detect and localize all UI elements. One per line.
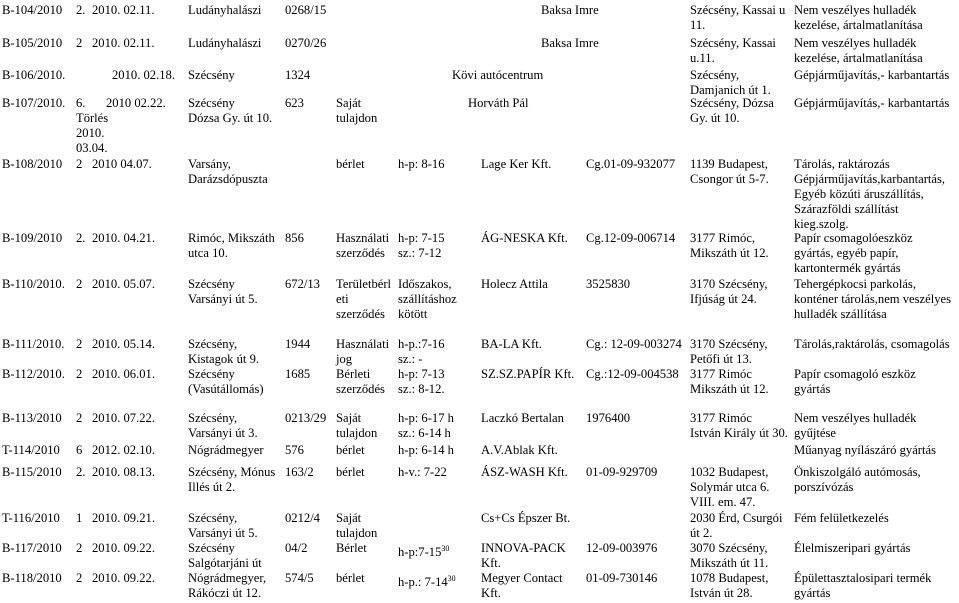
cell-act: Nem veszélyes hulladék gyűjtése <box>794 411 917 440</box>
cell-id: B-111/2010. <box>2 337 65 351</box>
cell-b: 2010. 02.18. <box>112 68 175 82</box>
cell-act: Nem veszélyes hulladék kezelése, ártalmatlanítása <box>794 36 923 65</box>
cell-id: T-116/2010 <box>2 511 60 525</box>
cell-b: 2010. 06.01. <box>92 367 155 381</box>
cell-place: Szécsény Salgótarjáni út <box>188 541 262 570</box>
cell-hours: Időszakos, szállításhoz kötött <box>398 277 457 321</box>
cell-hours: h-v.: 7-22 <box>398 465 447 479</box>
cell-place: Szécsény Varsányi út 5. <box>188 277 258 306</box>
cell-hours-superscript: 30 <box>447 574 456 583</box>
cell-id: B-108/2010 <box>2 157 63 171</box>
cell-own: bérlet <box>336 571 365 585</box>
cell-a: 6. Törlés 2010. 03.04. <box>76 96 109 155</box>
cell-hrsz: 04/2 <box>285 541 308 555</box>
cell-cg: Cg.01-09-932077 <box>586 157 676 171</box>
cell-cg: Cg.: 12-09-003274 <box>586 337 682 351</box>
cell-id: B-113/2010 <box>2 411 62 425</box>
cell-addr: 1078 Budapest, István út 28. <box>690 571 769 600</box>
cell-hours: h-p: 6-14 h <box>398 443 454 457</box>
cell-cg: 12-09-003976 <box>586 541 658 555</box>
cell-place: Rimóc, Mikszáth utca 10. <box>188 231 275 260</box>
cell-place: Ludányhalászi <box>188 36 262 50</box>
cell-place: Nógrádmegyer <box>188 443 264 457</box>
cell-b: 2010. 05.07. <box>92 277 155 291</box>
cell-hours: h-p: 6-17 h sz.: 6-14 h <box>398 411 454 440</box>
cell-b: 2010. 08.13. <box>92 465 155 479</box>
cell-addr: 3070 Szécsény, Mikszáth út 11. <box>690 541 769 570</box>
cell-own: bérlet <box>336 465 365 479</box>
cell-hrsz: 574/5 <box>285 571 314 585</box>
cell-addr: 3177 Rimóc, Mikszáth út 12. <box>690 231 769 260</box>
cell-b: 2010. 07.22. <box>92 411 155 425</box>
cell-hrsz: 0213/29 <box>285 411 327 425</box>
cell-a: 2 <box>76 367 83 381</box>
cell-name: A.V.Ablak Kft. <box>481 443 558 457</box>
cell-hrsz: 576 <box>285 443 304 457</box>
cell-b: 2012. 02.10. <box>92 443 155 457</box>
cell-a: 2 <box>76 541 83 555</box>
cell-name: Laczkó Bertalan <box>481 411 564 425</box>
cell-own: Használati jog <box>336 337 390 366</box>
cell-addr: 3170 Szécsény, Petőfi út 13. <box>690 337 768 366</box>
cell-own: Saját tulajdon <box>336 411 378 440</box>
cell-act: Nem veszélyes hulladék kezelése, ártalmatlanítása <box>794 3 923 32</box>
cell-name: ÁSZ-WASH Kft. <box>481 465 568 479</box>
cell-place: Szécsény, Varsányi út 3. <box>188 411 258 440</box>
cell-addr: Szécsény, Kassai u.11. <box>690 36 776 65</box>
cell-act: Gépjárműjavítás,- karbantartás <box>794 68 950 82</box>
cell-addr: 3177 Rimóc Mikszáth út 12. <box>690 367 769 396</box>
cell-act: Tárolás, raktározás Gépjárműjavítás,karbantartás, Egyéb közúti áruszállítás, Szárazföldi szállítást kieg.szolg. <box>794 157 946 231</box>
cell-place: Ludányhalászi <box>188 3 262 17</box>
cell-place: Szécsény, Mónus Illés út 2. <box>188 465 276 494</box>
cell-hrsz: 163/2 <box>285 465 314 479</box>
cell-b: 2010. 02.11. <box>92 3 155 17</box>
cell-place: Szécsény, Varsányi út 5. <box>188 511 258 540</box>
cell-addr: 3170 Szécsény, Ifjúság út 24. <box>690 277 768 306</box>
cell-id: B-107/2010. <box>2 96 66 110</box>
cell-place: Nógrádmegyer, Rákóczi út 12. <box>188 571 267 600</box>
cell-place: Varsány, Darázsdópuszta <box>188 157 268 186</box>
cell-hours: h-p: 7-13 sz.: 8-12. <box>398 367 445 396</box>
cell-hours: h-p.:7-16 sz.: - <box>398 337 445 366</box>
cell-a: 2 <box>76 277 83 291</box>
cell-a: 2. <box>76 231 86 245</box>
cell-cg: 1976400 <box>586 411 631 425</box>
cell-hrsz: 0212/4 <box>285 511 320 525</box>
cell-hours: $h-p:7-15^{30}$ <box>398 544 450 560</box>
cell-act: Épülettasztalosipari termék gyártás <box>794 571 932 600</box>
cell-name: Kövi autócentrum <box>452 68 544 82</box>
cell-cg: 01-09-730146 <box>586 571 658 585</box>
cell-hours: h-p: 7-15 sz.: 7-12 <box>398 231 445 260</box>
cell-act: Papír csomagoló eszköz gyártás <box>794 367 916 396</box>
cell-b: 2010. 04.21. <box>92 231 155 245</box>
cell-hours: h-p.: $7-14^{30}$ <box>398 574 456 590</box>
cell-name: Megyer Contact Kft. <box>481 571 563 600</box>
cell-name: Baksa Imre <box>541 36 599 50</box>
cell-act: Önkiszolgáló autómosás, porszívózás <box>794 465 921 494</box>
cell-hrsz: 856 <box>285 231 304 245</box>
cell-id: B-106/2010. <box>2 68 66 82</box>
cell-act: Műanyag nyílászáró gyártás <box>794 443 936 457</box>
cell-hrsz: 0268/15 <box>285 3 327 17</box>
cell-own: bérlet <box>336 157 365 171</box>
cell-own: bérlet <box>336 443 365 457</box>
cell-name: BA-LA Kft. <box>481 337 542 351</box>
cell-b: 2010. 09.21. <box>92 511 155 525</box>
cell-own: Saját tulajdon <box>336 511 378 540</box>
cell-b: 2010 04.07. <box>92 157 152 171</box>
cell-b: 2010 02.22. <box>106 96 166 110</box>
cell-id: B-112/2010. <box>2 367 65 381</box>
cell-place: Szécsény, Kistagok út 9. <box>188 337 260 366</box>
cell-id: B-118/2010 <box>2 571 62 585</box>
cell-place: Szécsény <box>188 68 235 82</box>
cell-addr: 3177 Rimóc István Király út 30. <box>690 411 788 440</box>
cell-act: Tárolás,raktárolás, csomagolás <box>794 337 950 351</box>
cell-a: 2 <box>76 157 83 171</box>
cell-hrsz: 623 <box>285 96 304 110</box>
cell-own: Bérleti szerződés <box>336 367 385 396</box>
cell-cg: Cg.:12-09-004538 <box>586 367 679 381</box>
cell-id: B-117/2010 <box>2 541 62 555</box>
cell-a: 6 <box>76 443 83 457</box>
cell-hrsz: 1685 <box>285 367 311 381</box>
cell-cg: 01-09-929709 <box>586 465 658 479</box>
cell-act: Fém felületkezelés <box>794 511 889 525</box>
cell-name: Cs+Cs Épszer Bt. <box>481 511 571 525</box>
cell-act: Gépjárműjavítás,- karbantartás <box>794 96 950 110</box>
cell-act: Tehergépkocsi parkolás, konténer tárolás,nem veszélyes hulladék szállítása <box>794 277 952 321</box>
cell-addr: 1032 Budapest, Solymár utca 6. VIII. em. 47. <box>690 465 770 509</box>
cell-name: ÁG-NESKA Kft. <box>481 231 568 245</box>
cell-name: SZ.SZ.PAPÍR Kft. <box>481 367 575 381</box>
cell-hrsz: 0270/26 <box>285 36 327 50</box>
cell-name: Lage Ker Kft. <box>481 157 552 171</box>
cell-a: 2 <box>76 337 83 351</box>
cell-b: 2010. 02.11. <box>92 36 155 50</box>
cell-b: 2010. 05.14. <box>92 337 155 351</box>
cell-id: B-115/2010 <box>2 465 62 479</box>
cell-name: Baksa Imre <box>541 3 599 17</box>
cell-a: 2 <box>76 36 83 50</box>
cell-b: 2010. 09.22. <box>92 541 155 555</box>
cell-b: 2010. 09.22. <box>92 571 155 585</box>
cell-a: 2 <box>76 411 83 425</box>
cell-addr: 1139 Budapest, Csongor út 5-7. <box>690 157 769 186</box>
cell-id: T-114/2010 <box>2 443 60 457</box>
cell-name: Horváth Pál <box>468 96 529 110</box>
cell-place: Szécsény (Vasútállomás) <box>188 367 264 396</box>
cell-a: 2. <box>76 465 86 479</box>
cell-id: B-110/2010. <box>2 277 65 291</box>
cell-own: Területbérl eti szerződés <box>336 277 392 321</box>
cell-addr: Szécsény, Damjanich út 1. <box>690 68 771 97</box>
cell-hrsz: 1944 <box>285 337 311 351</box>
cell-act: Élelmiszeripari gyártás <box>794 541 911 555</box>
cell-hours: h-p: 8-16 <box>398 157 445 171</box>
cell-a: 2. <box>76 3 86 17</box>
cell-name: Holecz Attila <box>481 277 548 291</box>
cell-hrsz: 672/13 <box>285 277 320 291</box>
cell-id: B-104/2010 <box>2 3 63 17</box>
cell-cg: 3525830 <box>586 277 631 291</box>
cell-addr: 2030 Érd, Csurgói út 2. <box>690 511 783 540</box>
cell-own: Bérlet <box>336 541 367 555</box>
cell-a: 1 <box>76 511 83 525</box>
cell-place: Szécsény Dózsa Gy. út 10. <box>188 96 273 125</box>
cell-act: Papír csomagolóeszköz gyártás, egyéb papír, kartontermék gyártás <box>794 231 913 275</box>
cell-own: Saját tulajdon <box>336 96 378 125</box>
cell-addr: Szécsény, Kassai u 11. <box>690 3 786 32</box>
cell-name: INNOVA-PACK Kft. <box>481 541 566 570</box>
cell-a: 2 <box>76 571 83 585</box>
cell-hours-superscript: 30 <box>441 544 450 553</box>
cell-id: B-109/2010 <box>2 231 63 245</box>
cell-own: Használati szerződés <box>336 231 390 260</box>
cell-hrsz: 1324 <box>285 68 311 82</box>
cell-cg: Cg.12-09-006714 <box>586 231 676 245</box>
cell-addr: Szécsény, Dózsa Gy. út 10. <box>690 96 774 125</box>
cell-id: B-105/2010 <box>2 36 63 50</box>
